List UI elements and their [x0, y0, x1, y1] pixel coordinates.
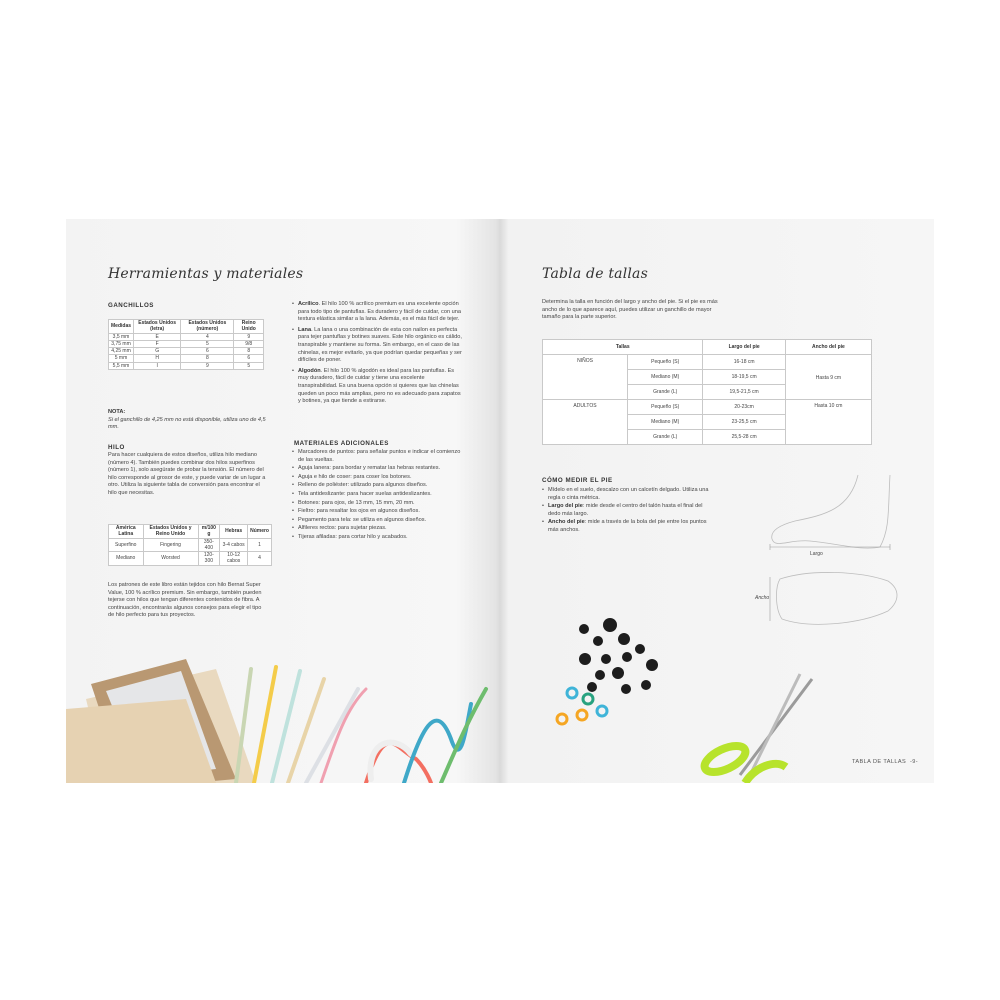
table-row	[109, 355, 264, 362]
size-length: 16-18 cm	[703, 355, 785, 370]
size-length: 23-25,5 cm	[703, 415, 785, 430]
fiber-item	[292, 301, 462, 324]
size-name: Grande (L)	[628, 430, 703, 445]
list-item: • Marcadores de puntos: para señalar puntos e indicar el comienzo de las vueltas.	[292, 449, 464, 464]
table-cell: 3-4 cabos	[220, 538, 248, 552]
size-group: NIÑOS	[543, 355, 628, 400]
fiber-item	[292, 368, 462, 406]
term-text: Mídelo en el suelo, descalzo con un calcetín delgado. Utiliza una regla o cinta métrica.	[548, 487, 709, 501]
table-row	[109, 538, 272, 552]
table-row	[109, 552, 272, 566]
nota-label: NOTA:	[108, 409, 126, 415]
hilo-paragraph: Para hacer cualquiera de estos diseños, utiliza hilo mediano (número 4). También puedes combinar dos hilos superfinos (número 1), solo asegúrate de probar la tensión. El número del hilo corresponde al grosor de este, y puede variar de un lugar a otro. Utiliza la siguiente tabla de conversión para encontrar el hilo que necesitas.	[108, 452, 266, 496]
list-item	[542, 503, 712, 518]
list-item: • Alfileres rectos: para sujetar piezas.	[292, 525, 464, 533]
size-group: ADULTOS	[543, 400, 628, 445]
ganchillos-heading: GANCHILLOS	[108, 302, 154, 309]
list-item: • Fieltro: para resaltar los ojos en algunos diseños.	[292, 508, 464, 516]
hook-header: Estados Unidos (número)	[181, 320, 234, 334]
col-ancho: Ancho del pie	[785, 340, 871, 355]
yarn-header: Número	[248, 525, 272, 539]
size-intro: Determina la talla en función del largo y ancho del pie. Si el pie es más ancho de lo que aparece aquí, puedes utilizar un ganchillo de mayor tamaño para la parte superior.	[542, 299, 718, 321]
size-width: Hasta 9 cm	[785, 355, 871, 400]
term: Largo del pie	[548, 503, 583, 510]
table-cell: 5,5 mm	[109, 362, 134, 369]
table-cell: 4,25 mm	[109, 348, 134, 355]
size-name: Grande (L)	[628, 385, 703, 400]
hook-header: Medidas	[109, 320, 134, 334]
fiber-text: . El hilo 100 % algodón es ideal para las pantuflas. Es muy duradero, fácil de cuidar y tiene una excelente transpirabilidad. Es una buena opción si quieres que las chinelas queden un poco más amplias, pero no es adecuado para zapatos y botines, ya que tiende a estirarse.	[298, 367, 461, 405]
medir-list	[542, 487, 712, 536]
table-cell: 9/8	[234, 340, 264, 347]
col-tallas: Tallas	[543, 340, 703, 355]
medir-heading: CÓMO MEDIR EL PIE	[542, 477, 613, 484]
term-text: : mide a través de la bola del pie entre los puntos más anchos.	[548, 519, 707, 533]
yarn-header: Estados Unidos y Reino Unido	[143, 525, 198, 539]
fiber-name: Lana	[298, 326, 312, 333]
book-spread	[66, 219, 934, 783]
crochet-tools-photo	[66, 629, 499, 783]
largo-label: Largo	[810, 551, 823, 557]
size-name: Mediano (M)	[628, 415, 703, 430]
table-cell: Mediano	[109, 552, 144, 566]
hilo-paragraph-2: Los patrones de este libro están tejidos con hilo Bernat Super Value, 100 % acrílico premium. Sin embargo, también pueden tejerse con hilos que tengan diferentes contenidos de fibra. A continuación, encontrarás algunos consejos para elegir el tipo de hilo perfecto para tus proyectos.	[108, 582, 262, 619]
fiber-list	[292, 301, 462, 409]
page-title-right: Tabla de tallas	[542, 266, 648, 282]
table-row	[109, 348, 264, 355]
table-cell: 5	[181, 340, 234, 347]
list-item: • Tijeras afiladas: para cortar hilo y acabados.	[292, 534, 464, 542]
table-cell: 5	[234, 362, 264, 369]
nota-text: Si el ganchillo de 4,25 mm no está disponible, utiliza uno de 4,5 mm.	[108, 416, 266, 431]
size-width: Hasta 10 cm	[785, 400, 871, 445]
list-item: • Aguja lanera: para bordar y rematar las hebras restantes.	[292, 465, 464, 473]
footer-page-number: -9-	[910, 759, 919, 765]
fiber-text: . La lana o una combinación de esta con nailon es perfecta para tejer pantuflas y botines suaves. Este hilo orgánico es cálido, transpirable y mantiene su forma. Sin embargo, en el caso de las chinelas, es mejor evitarlo, ya que podrían quedar pequeñas y ser difíciles de poner.	[298, 326, 462, 364]
fiber-item	[292, 327, 462, 365]
buttons-scissors-photo	[500, 599, 934, 783]
table-cell: 9	[181, 362, 234, 369]
size-name: Mediano (M)	[628, 370, 703, 385]
col-largo: Largo del pie	[703, 340, 785, 355]
ancho-label: Ancho	[755, 595, 770, 601]
fiber-text: . El hilo 100 % acrílico premium es una excelente opción para todo tipo de pantuflas. Es duradero y fácil de cuidar, con una textura elástica similar a la lana. Además, es el más fácil de tejer.	[298, 301, 461, 323]
materiales-list	[292, 449, 464, 543]
table-row	[109, 333, 264, 340]
table-cell: 9	[234, 333, 264, 340]
table-cell: 4	[181, 333, 234, 340]
term-text: : mide desde el centro del talón hasta el final del dedo más largo.	[548, 503, 703, 517]
table-cell: 10-12 cabos	[220, 552, 248, 566]
page-title: Herramientas y materiales	[108, 266, 304, 282]
yarn-header: América Latina	[109, 525, 144, 539]
table-cell: 6	[181, 348, 234, 355]
fiber-name: Algodón	[298, 367, 321, 374]
table-cell: E	[134, 333, 181, 340]
table-cell: 120-300	[198, 552, 220, 566]
list-item: • Botones: para ojos, de 13 mm, 15 mm, 20 mm.	[292, 500, 464, 508]
table-cell: 8	[181, 355, 234, 362]
table-row	[109, 340, 264, 347]
table-cell: 350-400	[198, 538, 220, 552]
table-cell: I	[134, 362, 181, 369]
table-cell: 3,75 mm	[109, 340, 134, 347]
term: Ancho del pie	[548, 519, 585, 526]
table-cell: 4	[248, 552, 272, 566]
table-cell: 6	[234, 355, 264, 362]
table-cell: F	[134, 340, 181, 347]
yarn-header: m/100 g	[198, 525, 220, 539]
size-length: 20-23cm	[703, 400, 785, 415]
size-table	[542, 339, 872, 445]
footer-section: TABLA DE TALLAS	[852, 759, 907, 765]
fiber-name: Acrílico	[298, 301, 319, 307]
size-length: 19,5-21,5 cm	[703, 385, 785, 400]
yarn-conversion-table	[108, 524, 272, 566]
list-item: • Tela antideslizante: para hacer suelas antideslizantes.	[292, 491, 464, 499]
list-item: • Relleno de poliéster: utilizado para algunos diseños.	[292, 482, 464, 490]
table-row	[543, 400, 872, 415]
table-cell: 8	[234, 348, 264, 355]
list-item: • Aguja e hilo de coser: para coser los botones.	[292, 474, 464, 482]
table-cell: Superfino	[109, 538, 144, 552]
list-item	[542, 519, 712, 534]
table-row	[109, 362, 264, 369]
size-length: 25,5-28 cm	[703, 430, 785, 445]
table-cell: Fingering	[143, 538, 198, 552]
hilo-heading: HILO	[108, 444, 125, 451]
table-row	[543, 355, 872, 370]
table-cell: 3,5 mm	[109, 333, 134, 340]
table-cell: H	[134, 355, 181, 362]
hook-size-table	[108, 319, 264, 370]
left-page	[66, 219, 499, 783]
table-cell: 1	[248, 538, 272, 552]
hook-header: Reino Unido	[234, 320, 264, 334]
yarn-header: Hebras	[220, 525, 248, 539]
nota	[108, 409, 268, 432]
materiales-heading: MATERIALES ADICIONALES	[294, 440, 389, 447]
list-item: • Pegamento para tela: se utiliza en algunos diseños.	[292, 517, 464, 525]
list-item	[542, 487, 712, 502]
table-cell: 5 mm	[109, 355, 134, 362]
table-cell: Worsted	[143, 552, 198, 566]
hook-header: Estados Unidos (letra)	[134, 320, 181, 334]
right-page	[500, 219, 934, 783]
table-cell: G	[134, 348, 181, 355]
size-name: Pequeño (S)	[628, 400, 703, 415]
size-name: Pequeño (S)	[628, 355, 703, 370]
size-length: 18-19,5 cm	[703, 370, 785, 385]
